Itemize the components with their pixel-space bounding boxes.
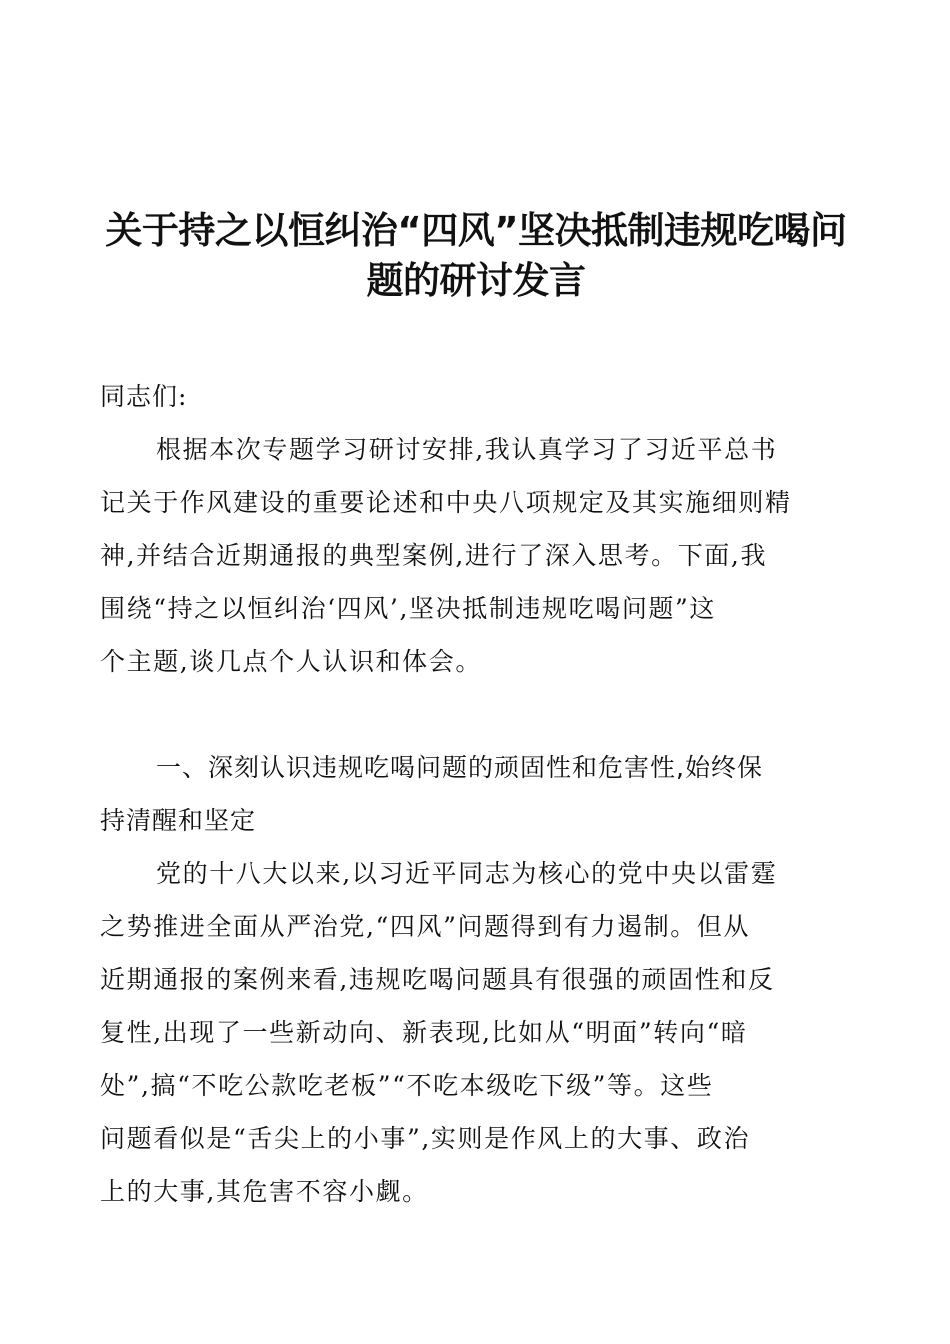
section-paragraph	[100, 847, 852, 1218]
paragraph-line: 近期通报的案例来看,违规吃喝问题具有很强的顽固性和反	[100, 965, 775, 994]
paragraph-line: 党的十八大以来,以习近平同志为核心的党中央以雷霆	[156, 859, 778, 888]
document-page	[100, 206, 852, 1218]
paragraph-line: 之势推进全面从严治党,“四风”问题得到有力遏制。但从	[100, 912, 751, 941]
title-line-2: 题的研讨发言	[366, 259, 586, 302]
intro-paragraph	[100, 423, 852, 688]
heading-line-1: 一、深刻认识违规吃喝问题的顽固性和危害性,始终保	[156, 753, 763, 782]
paragraph-line: 记关于作风建设的重要论述和中央八项规定及其实施细则精	[100, 488, 792, 517]
paragraph-line: 复性,出现了一些新动向、新表现,比如从“明面”转向“暗	[100, 1018, 748, 1047]
paragraph-line: 个主题,谈几点个人认识和体会。	[100, 647, 482, 676]
paragraph-line: 根据本次专题学习研讨安排,我认真学习了习近平总书	[156, 435, 778, 464]
heading-line-2: 持清醒和坚定	[100, 806, 257, 835]
paragraph-line: 上的大事,其危害不容小觑。	[100, 1177, 429, 1206]
paragraph-line: 围绕“持之以恒纠治‘四风’,坚决抵制违规吃喝问题”这	[100, 594, 717, 623]
section-heading	[100, 741, 852, 847]
salutation: 同志们:	[100, 382, 188, 411]
paragraph-line: 问题看似是“舌尖上的小事”,实则是作风上的大事、政治	[100, 1124, 751, 1153]
document-title	[94, 206, 858, 306]
title-line-1: 关于持之以恒纠治“四风”坚决抵制违规吃喝问	[105, 209, 847, 252]
paragraph-line: 处”,搞“不吃公款吃老板”“不吃本级吃下级”等。这些	[100, 1071, 714, 1100]
paragraph-line: 神,并结合近期通报的典型案例,进行了深入思考。下面,我	[100, 541, 768, 570]
